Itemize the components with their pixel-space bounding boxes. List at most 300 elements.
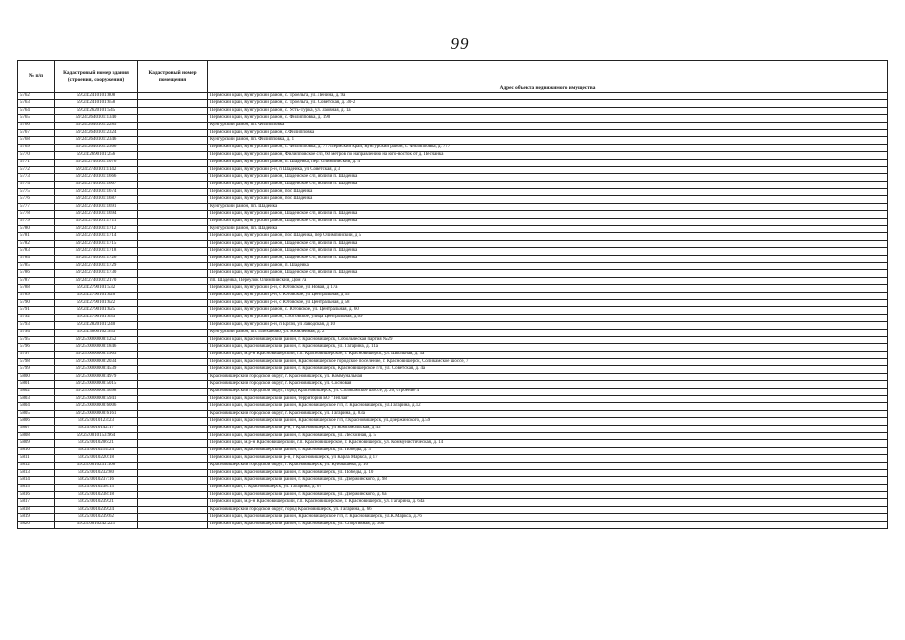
table-row xyxy=(18,137,888,144)
row-number: 5773 xyxy=(18,174,55,181)
table-row xyxy=(18,218,888,225)
cadastral-premises-cell xyxy=(138,262,208,269)
cadastral-premises-cell xyxy=(138,396,208,403)
cadastral-building-cell: 59:24:2740101:1674 xyxy=(55,189,138,196)
address-cell: Пермский край, Красновишерский район, г. Красновишерск, Красновишерское г/п, ул. Советская, д. 4а xyxy=(208,366,888,373)
address-cell: Красновишерский городской округ, г. Красновишерск, ул. Сосновая xyxy=(208,381,888,388)
cadastral-building-cell: 59:24:2640101:2346 xyxy=(55,137,138,144)
address-cell: Пермский край, Кунгурский район, Шадейское с/п, вблизи п. Шадейка xyxy=(208,218,888,225)
address-cell: Пермский край, Красновишерский район, Красновишерское г/п, г.Красновишерск, ул.Дзержинского, д.59 xyxy=(208,418,888,425)
cadastral-building-cell: 59:25:0010239:21 xyxy=(55,499,138,506)
cadastral-premises-cell xyxy=(138,299,208,306)
address-cell: Пермский край, Кунгурский район, п. Шадейка xyxy=(208,262,888,269)
address-cell: Пермский край, м.р-н Красновишерский, г.п. Красновишерское, г. Красновишерск, ул. Гагарина, д. 64а xyxy=(208,499,888,506)
address-cell: Пермский край, Кунгурский район, с.Филипповка xyxy=(208,129,888,136)
cadastral-premises-cell xyxy=(138,329,208,336)
cadastral-premises-cell xyxy=(138,344,208,351)
cadastral-building-cell: 59:25:0010232:80 xyxy=(55,469,138,476)
table-row xyxy=(18,144,888,151)
address-cell: Пермский край, м.р-н Красновишерский, г.п. Красновишерское, г. Красновишерск, ул. Школьная, д. 5а xyxy=(208,351,888,358)
address-cell: Пермский край, Кунгурский район, Шадейское с/п, вблизи п. Шадейка xyxy=(208,174,888,181)
table-row xyxy=(18,440,888,447)
address-cell: Пермский край, Кунгурский р-н, п Шадейка, ул Советская, д 3 xyxy=(208,166,888,173)
cadastral-premises-cell xyxy=(138,366,208,373)
row-number: 5775 xyxy=(18,189,55,196)
table-row xyxy=(18,469,888,476)
cadastral-building-cell: 59:25:0010238:18 xyxy=(55,492,138,499)
row-number: 5784 xyxy=(18,255,55,262)
table-row xyxy=(18,447,888,454)
table-row xyxy=(18,336,888,343)
row-number: 5800 xyxy=(18,373,55,380)
cadastral-building-cell: 59:25:0010206:21 xyxy=(55,440,138,447)
cadastral-building-cell: 59:24:2410101:808 xyxy=(55,93,138,100)
address-cell: Пермский край, Кунгурский район, с. Юговское, ул. Центральная, д. 60 xyxy=(208,307,888,314)
cadastral-premises-cell xyxy=(138,322,208,329)
cadastral-premises-cell xyxy=(138,211,208,218)
cadastral-building-cell: 59:24:2410101:658 xyxy=(55,100,138,107)
address-cell: Пермский край, г. Красновишерск, ул. Гагарина, д. 67 xyxy=(208,484,888,491)
cadastral-premises-cell xyxy=(138,240,208,247)
row-number: 5791 xyxy=(18,307,55,314)
cadastral-premises-cell xyxy=(138,181,208,188)
cadastral-premises-cell xyxy=(138,440,208,447)
table-row xyxy=(18,233,888,240)
row-number: 5801 xyxy=(18,381,55,388)
address-cell: Красновишерский городской округ, г. Красновишерск, ул. Куйбышева, д. 10 xyxy=(208,462,888,469)
table-row xyxy=(18,115,888,122)
address-cell: Кунгурский район, пп. Филипповка, д. 1 xyxy=(208,137,888,144)
table-row xyxy=(18,159,888,166)
row-number: 5776 xyxy=(18,196,55,203)
address-cell: Кунгурский район, пп. Шадейка xyxy=(208,203,888,210)
address-cell: Пермский край, Кунгурский район, Шадейское с/п, вблизи п. Шадейка xyxy=(208,181,888,188)
table-row xyxy=(18,425,888,432)
row-number: 5797 xyxy=(18,351,55,358)
page-number: 99 xyxy=(450,34,470,53)
table-row xyxy=(18,381,888,388)
cadastral-premises-cell xyxy=(138,403,208,410)
header-cadastral-building: Кадастровый номер здания (строения, сооружения) xyxy=(55,61,138,93)
row-number: 5789 xyxy=(18,292,55,299)
address-cell: Пермский край, Красновишерский район, г. Красновишерск, ул. Спортивная, д. 30б xyxy=(208,521,888,528)
row-number: 5769 xyxy=(18,144,55,151)
table-row xyxy=(18,506,888,513)
row-number: 5790 xyxy=(18,299,55,306)
cadastral-building-cell: 59:25:0010220:18 xyxy=(55,455,138,462)
cadastral-building-cell: 59:24:2640101:2324 xyxy=(55,129,138,136)
row-number: 5810 xyxy=(18,447,55,454)
cadastral-premises-cell xyxy=(138,122,208,129)
table-row xyxy=(18,359,888,366)
table-row xyxy=(18,455,888,462)
address-cell: Пермский край, Красновишерский район, г. Красновишерск, ул. Дзержинского, д. 98 xyxy=(208,477,888,484)
address-cell: пп. Шадейка, Переулок Олимпийский, Дом 7а xyxy=(208,277,888,284)
cadastral-building-cell: 59:24:2790101:620 xyxy=(55,292,138,299)
cadastral-premises-cell xyxy=(138,233,208,240)
cadastral-building-cell: 59:24:2740101:1142 xyxy=(55,166,138,173)
row-number: 5820 xyxy=(18,521,55,528)
cadastral-premises-cell xyxy=(138,100,208,107)
row-number: 5774 xyxy=(18,181,55,188)
row-number: 5777 xyxy=(18,203,55,210)
row-number: 5786 xyxy=(18,270,55,277)
address-cell: Пермский край, Красновишерский район, Красновишерское г/п, г. Красновишерск, ул.Гагарина, д.12 xyxy=(208,403,888,410)
cadastral-building-cell: 59:25:0010142:17 xyxy=(55,425,138,432)
address-cell: Пермский край, Кунгурский р-н, с Юговское, ул Новая, д 17а xyxy=(208,285,888,292)
address-cell: Пермский край, Кунгурский район, Шадейское с/п, вблизи п. Шадейка xyxy=(208,248,888,255)
address-cell: Пермский край, Кунгурский р-н, с Юговское, ул Центральная, д 58 xyxy=(208,299,888,306)
address-cell: Пермский край, Кунгурский район, Шадейское с/п, вблизи п. Шадейка xyxy=(208,270,888,277)
cadastral-premises-cell xyxy=(138,255,208,262)
row-number: 5781 xyxy=(18,233,55,240)
cadastral-premises-cell xyxy=(138,506,208,513)
address-cell: Пермский край, Кунгурский район, Шадейское с/п, вблизи п. Шадейка xyxy=(208,255,888,262)
address-cell: Пермский край, Красновишерский район, Красновишерское г/п, г. Красновишерск, ул.К.Маркса, д.76 xyxy=(208,514,888,521)
table-row xyxy=(18,248,888,255)
cadastral-building-cell: 59:24:2740101:1718 xyxy=(55,248,138,255)
row-number: 5803 xyxy=(18,396,55,403)
header-address: Адрес объекта недвижимого имущества xyxy=(208,61,888,93)
address-cell: Пермский край, Красновишерский р-н, г Красновишерск, ул Карла Маркса, д 17 xyxy=(208,455,888,462)
cadastral-premises-cell xyxy=(138,477,208,484)
cadastral-premises-cell xyxy=(138,129,208,136)
row-number: 5809 xyxy=(18,440,55,447)
table-row xyxy=(18,203,888,210)
cadastral-building-cell: 59:24:2640101:2285 xyxy=(55,122,138,129)
address-cell: Кунгурский район, пп. Филипповка xyxy=(208,122,888,129)
row-number: 5808 xyxy=(18,432,55,439)
table-row xyxy=(18,292,888,299)
address-cell: Пермский край, Красновишерский район, г. Красновишерск, ул. Лесхозная, д. 5 xyxy=(208,432,888,439)
cadastral-building-cell: 59:24:2620101:545 xyxy=(55,107,138,114)
cadastral-building-cell: 59:25:0000000:5015 xyxy=(55,381,138,388)
cadastral-building-cell: 59:24:2740101:1730 xyxy=(55,270,138,277)
table-row xyxy=(18,270,888,277)
row-number: 5817 xyxy=(18,499,55,506)
row-number: 5819 xyxy=(18,514,55,521)
table-row xyxy=(18,351,888,358)
cadastral-building-cell: 59:25:0000000:2034 xyxy=(55,359,138,366)
table-row xyxy=(18,285,888,292)
row-number: 5780 xyxy=(18,226,55,233)
cadastral-premises-cell xyxy=(138,455,208,462)
cadastral-building-cell: 59:24:2640101:1340 xyxy=(55,115,138,122)
table-row xyxy=(18,366,888,373)
table-row xyxy=(18,107,888,114)
cadastral-premises-cell xyxy=(138,159,208,166)
cadastral-building-cell: 59:25:0000000:1846 xyxy=(55,344,138,351)
cadastral-building-cell: 59:24:2740101:1076 xyxy=(55,159,138,166)
table-row xyxy=(18,484,888,491)
cadastral-premises-cell xyxy=(138,418,208,425)
cadastral-premises-cell xyxy=(138,203,208,210)
table-row xyxy=(18,432,888,439)
row-number: 5766 xyxy=(18,122,55,129)
row-number: 5765 xyxy=(18,115,55,122)
row-number: 5813 xyxy=(18,469,55,476)
row-number: 5764 xyxy=(18,107,55,114)
cadastral-building-cell: 59:25:0000000:6006 xyxy=(55,403,138,410)
address-cell: Красновишерский городской округ, город Красновишерск, ул. Соликамское шоссе, д. 26, строение 4 xyxy=(208,388,888,395)
cadastral-premises-cell xyxy=(138,359,208,366)
cadastral-premises-cell xyxy=(138,292,208,299)
cadastral-premises-cell xyxy=(138,248,208,255)
address-cell: Пермский край, Кунгурский район, с. Филипповка, д. 190 xyxy=(208,115,888,122)
table-row xyxy=(18,373,888,380)
table-row xyxy=(18,314,888,321)
cadastral-building-cell: 59:25:0000000:5698 xyxy=(55,388,138,395)
table-row xyxy=(18,100,888,107)
row-number: 5804 xyxy=(18,403,55,410)
cadastral-premises-cell xyxy=(138,499,208,506)
table-row xyxy=(18,255,888,262)
table-row xyxy=(18,521,888,528)
row-number: 5811 xyxy=(18,455,55,462)
cadastral-building-cell: 59:24:3600102:953 xyxy=(55,329,138,336)
table-row xyxy=(18,388,888,395)
cadastral-premises-cell xyxy=(138,410,208,417)
cadastral-building-cell: 59:24:2790101:532 xyxy=(55,285,138,292)
cadastral-premises-cell xyxy=(138,521,208,528)
row-number: 5807 xyxy=(18,425,55,432)
table-row xyxy=(18,477,888,484)
cadastral-premises-cell xyxy=(138,314,208,321)
address-cell: Пермский край, Кунгурский р-н, п Ергач, ул Заводская, д 10 xyxy=(208,322,888,329)
address-cell: Пермский край, Красновишерский район, г. Красновишерск, ул. Победы, д. 3 xyxy=(208,447,888,454)
cadastral-building-cell: 59:25:0010214:24 xyxy=(55,447,138,454)
cadastral-building-cell: 59:25:0000000:1252 xyxy=(55,336,138,343)
address-cell: Пермский край, Кунгурский район, с. Филипповка, д. 777Пермский край, Кунгурский район, с. Филипповка, д. 777 xyxy=(208,144,888,151)
cadastral-premises-cell xyxy=(138,152,208,159)
cadastral-premises-cell xyxy=(138,484,208,491)
row-number: 5815 xyxy=(18,484,55,491)
cadastral-premises-cell xyxy=(138,462,208,469)
cadastral-premises-cell xyxy=(138,351,208,358)
address-cell: Пермский край, Кунгурский район, пос Шадейка xyxy=(208,196,888,203)
table-row xyxy=(18,181,888,188)
cadastral-building-cell: 59:24:2740101:1715 xyxy=(55,240,138,247)
table-row xyxy=(18,499,888,506)
table-row xyxy=(18,129,888,136)
table-row xyxy=(18,492,888,499)
table-row xyxy=(18,299,888,306)
cadastral-building-cell: 59:25:0010242:221 xyxy=(55,521,138,528)
cadastral-premises-cell xyxy=(138,514,208,521)
row-number: 5783 xyxy=(18,248,55,255)
row-number: 5814 xyxy=(18,477,55,484)
cadastral-building-cell: 59:24:2740101:1687 xyxy=(55,196,138,203)
cadastral-building-cell: 59:24:2740101:1714 xyxy=(55,233,138,240)
address-cell: Кунгурский район, пп. Плеханово, ул. Юбилейная, д. 2 xyxy=(208,329,888,336)
address-cell: Красновишерский городской округ, г. Красновишерск, ул. Коммунальная xyxy=(208,373,888,380)
address-cell: Пермский край, Кунгурский район, пос Шадейка xyxy=(208,189,888,196)
address-cell: Пермский край, Красновишерский р-н, г Красновишерск, ул Комсомольская, д 43 xyxy=(208,425,888,432)
row-number: 5770 xyxy=(18,152,55,159)
table-row xyxy=(18,329,888,336)
row-number: 5798 xyxy=(18,359,55,366)
cadastral-premises-cell xyxy=(138,115,208,122)
cadastral-premises-cell xyxy=(138,381,208,388)
row-number: 5785 xyxy=(18,262,55,269)
row-number: 5812 xyxy=(18,462,55,469)
cadastral-building-cell: 59:25:0010123:23 xyxy=(55,418,138,425)
table-row xyxy=(18,93,888,100)
row-number: 5779 xyxy=(18,218,55,225)
table-row xyxy=(18,240,888,247)
table-row xyxy=(18,174,888,181)
row-number: 5762 xyxy=(18,93,55,100)
table-row xyxy=(18,322,888,329)
address-cell: Пермский край, Кунгурский район, пос Шадейка, пер Олимпийский, д 5 xyxy=(208,233,888,240)
row-number: 5806 xyxy=(18,418,55,425)
table-row xyxy=(18,418,888,425)
cadastral-building-cell: 59:24:2740101:1726 xyxy=(55,255,138,262)
row-number: 5796 xyxy=(18,344,55,351)
row-number: 5767 xyxy=(18,129,55,136)
cadastral-premises-cell xyxy=(138,196,208,203)
table-header-row xyxy=(18,61,888,93)
cadastral-premises-cell xyxy=(138,285,208,292)
table-row xyxy=(18,226,888,233)
cadastral-building-cell: 59:24:2740101:1712 xyxy=(55,226,138,233)
cadastral-premises-cell xyxy=(138,226,208,233)
address-cell: Пермский край, Кунгурский район, с.Юговское, улица Центральная, д.69 xyxy=(208,314,888,321)
cadastral-building-cell: 59:24:2790101:625 xyxy=(55,307,138,314)
address-cell: Пермский край, Красновишерский район, г. Красновишерск, Собольческая партия №29 xyxy=(208,336,888,343)
cadastral-premises-cell xyxy=(138,277,208,284)
address-cell: Красновишерский городской округ, г. Красновишерск, ул. Гагарина, д. 83а xyxy=(208,410,888,417)
table-row xyxy=(18,152,888,159)
row-number: 5771 xyxy=(18,159,55,166)
row-number: 5802 xyxy=(18,388,55,395)
cadastral-building-cell: 59:25:0000000:6161 xyxy=(55,410,138,417)
cadastral-building-cell: 59:25:0000000:4979 xyxy=(55,373,138,380)
address-cell: Кунгурский район, пп. Шадейка xyxy=(208,226,888,233)
row-number: 5772 xyxy=(18,166,55,173)
cadastral-building-cell: 59:24:2740101:1667 xyxy=(55,181,138,188)
property-registry-table xyxy=(17,60,888,529)
cadastral-premises-cell xyxy=(138,388,208,395)
cadastral-premises-cell xyxy=(138,425,208,432)
row-number: 5799 xyxy=(18,366,55,373)
row-number: 5782 xyxy=(18,240,55,247)
cadastral-building-cell: 59:25:0010238:15 xyxy=(55,484,138,491)
address-cell: Пермский край, Красновишерский район, г. Красновишерск, ул. Гагарина, д. 11а xyxy=(208,344,888,351)
table-row xyxy=(18,514,888,521)
address-cell: Пермский край, Кунгурский р-н, с Юговское, ул Центральная, д 55 xyxy=(208,292,888,299)
cadastral-building-cell: 59:25:0010237:16 xyxy=(55,477,138,484)
cadastral-building-cell: 59:24:2640101:2366 xyxy=(55,144,138,151)
address-cell: Пермский край, Кунгурский район, с. Троельга, ул. Советская, д. 30-2 xyxy=(208,100,888,107)
cadastral-building-cell: 59:24:2740101:1691 xyxy=(55,203,138,210)
address-cell: Пермский край, Кунгурский район, п. Шадейка, пер. Олимпийский, д. 4 xyxy=(208,159,888,166)
address-cell: Пермский край, Красновишерский район, Красновишерское городское поселение, г. Красновишерск, Соликамское шоссе, 7 xyxy=(208,359,888,366)
table-row xyxy=(18,277,888,284)
cadastral-premises-cell xyxy=(138,432,208,439)
address-cell: Пермский край, Кунгурский район, Шадейское с/п, вблизи п. Шадейка xyxy=(208,240,888,247)
cadastral-building-cell: 59:24:2820101:240 xyxy=(55,322,138,329)
cadastral-premises-cell xyxy=(138,137,208,144)
table-row xyxy=(18,166,888,173)
cadastral-building-cell: 59:24:2740101:1694 xyxy=(55,211,138,218)
cadastral-premises-cell xyxy=(138,218,208,225)
cadastral-building-cell: 59:25:0000000:5941 xyxy=(55,396,138,403)
cadastral-building-cell: 59:24:2790101:633 xyxy=(55,314,138,321)
address-cell: Пермский край, Кунгурский район, Шадейское с/п, вблизи п. Шадейка xyxy=(208,211,888,218)
table-row xyxy=(18,307,888,314)
cadastral-building-cell: 59:25:0000000:4539 xyxy=(55,366,138,373)
table-row xyxy=(18,410,888,417)
cadastral-building-cell: 59:24:2740101:1666 xyxy=(55,174,138,181)
table-row xyxy=(18,344,888,351)
cadastral-building-cell: 59:25:0010239:62 xyxy=(55,514,138,521)
row-number: 5818 xyxy=(18,506,55,513)
cadastral-premises-cell xyxy=(138,189,208,196)
row-number: 5792 xyxy=(18,314,55,321)
row-number: 5805 xyxy=(18,410,55,417)
cadastral-premises-cell xyxy=(138,174,208,181)
cadastral-premises-cell xyxy=(138,166,208,173)
row-number: 5778 xyxy=(18,211,55,218)
row-number: 5793 xyxy=(18,322,55,329)
cadastral-premises-cell xyxy=(138,307,208,314)
table-row xyxy=(18,122,888,129)
table-row xyxy=(18,403,888,410)
address-cell: Пермский край, Красновишерский район, г. Красновишерск, ул. Дзержинского, д. 6а xyxy=(208,492,888,499)
cadastral-building-cell: 59:25:0010231:106 xyxy=(55,462,138,469)
row-number: 5787 xyxy=(18,277,55,284)
cadastral-premises-cell xyxy=(138,144,208,151)
table-row xyxy=(18,189,888,196)
row-number: 5795 xyxy=(18,336,55,343)
address-cell: Пермский край, Кунгурский район, с. Усть-Турка, ул. Заовная, д. 1а xyxy=(208,107,888,114)
cadastral-premises-cell xyxy=(138,492,208,499)
address-cell: Пермский край, Кунгурский район, Филипповское с/п, 60 метров по направлению на юго-восток от д. Песчанка xyxy=(208,152,888,159)
row-number: 5816 xyxy=(18,492,55,499)
header-cadastral-premises: Кадастровый номер помещения xyxy=(138,61,208,93)
address-cell: Пермский край, Кунгурский район, с. Троельга, ул. Ленина, д. 9а xyxy=(208,93,888,100)
cadastral-building-cell: 59:25:0000000:1963 xyxy=(55,351,138,358)
row-number: 5794 xyxy=(18,329,55,336)
cadastral-building-cell: 59:24:2740101:1711 xyxy=(55,218,138,225)
cadastral-premises-cell xyxy=(138,107,208,114)
cadastral-building-cell: 59:25:0010153:964 xyxy=(55,432,138,439)
table-row xyxy=(18,262,888,269)
table-row xyxy=(18,196,888,203)
address-cell: Пермский край, Красновишерский район, территория БО "Теплая" xyxy=(208,396,888,403)
row-number: 5768 xyxy=(18,137,55,144)
header-num: № п/п xyxy=(18,61,55,93)
row-number: 5788 xyxy=(18,285,55,292)
address-cell: Пермский край, м.р-н Красновишерский, г.п. Красновишерское, г. Красновишерск, ул. Коммунистическая, д. 14 xyxy=(208,440,888,447)
cadastral-premises-cell xyxy=(138,373,208,380)
table-body xyxy=(18,93,888,529)
cadastral-building-cell: 59:25:0010239:24 xyxy=(55,506,138,513)
cadastral-building-cell: 59:24:2740101:1729 xyxy=(55,262,138,269)
cadastral-building-cell: 59:24:2790101:622 xyxy=(55,299,138,306)
cadastral-premises-cell xyxy=(138,336,208,343)
address-cell: Красновишерский городской округ, город Красновишерск, ул. Гагарина, д. 66 xyxy=(208,506,888,513)
cadastral-premises-cell xyxy=(138,93,208,100)
address-cell: Пермский край, Красновишерский район, г. Красновишерск, ул. Победы, д. 10 xyxy=(208,469,888,476)
cadastral-building-cell: 59:24:2740101:2170 xyxy=(55,277,138,284)
row-number: 5763 xyxy=(18,100,55,107)
cadastral-building-cell: 59:24:2690101:256 xyxy=(55,152,138,159)
table-row xyxy=(18,396,888,403)
table-row xyxy=(18,462,888,469)
cadastral-premises-cell xyxy=(138,447,208,454)
